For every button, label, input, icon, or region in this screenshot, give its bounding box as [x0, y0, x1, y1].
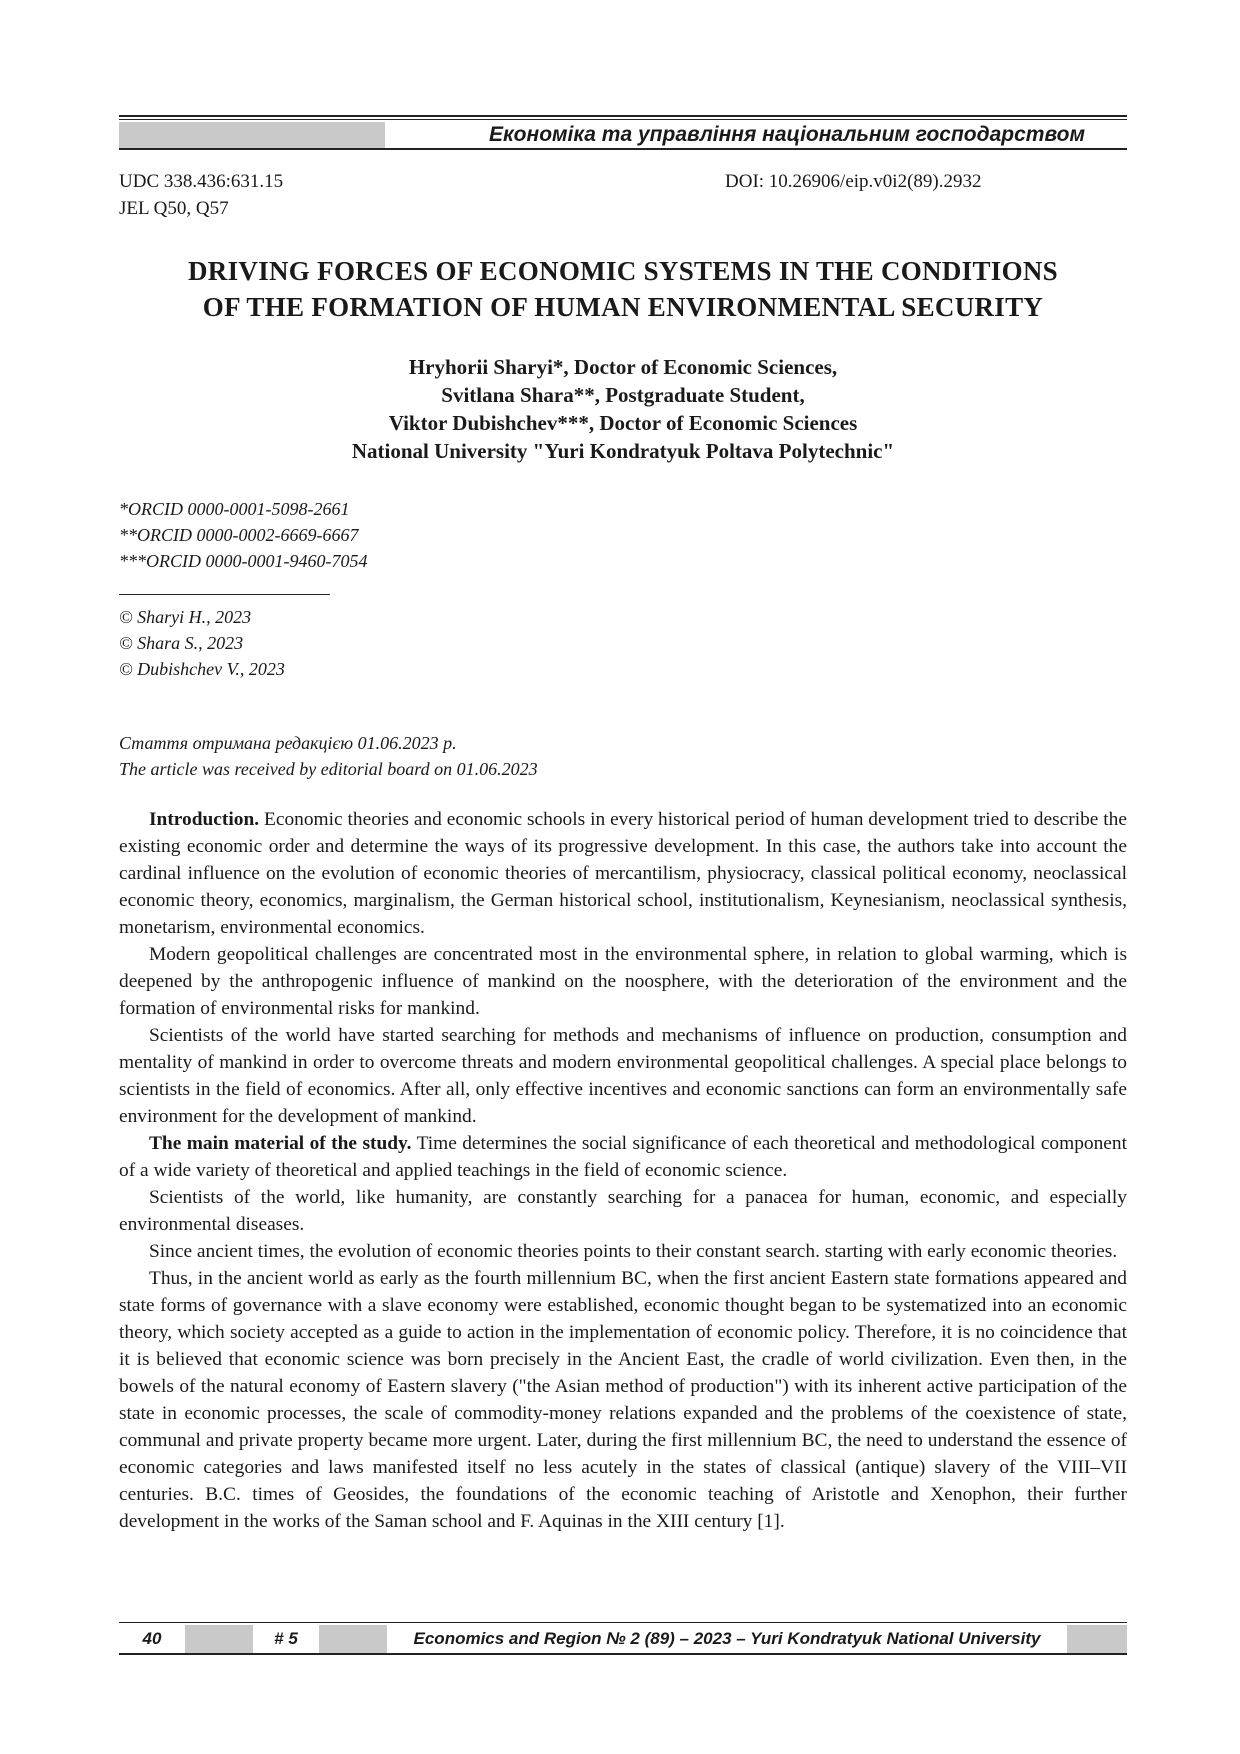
paragraph: Modern geopolitical challenges are concentrated most in the environmental sphere, in relation to global warming, which is deepened by the anthropogenic influence of mankind on the noosphere, with the deterioration of the environment and the formation of environmental risks for mankind. [119, 944, 1127, 1019]
copyright-item: © Dubishchev V., 2023 [119, 659, 285, 679]
jel-code: JEL Q50, Q57 [119, 198, 229, 219]
journal-footer-title: Economics and Region № 2 (89) – 2023 – Yuri Kondratyuk National University [413, 1629, 1041, 1648]
classification-codes [119, 168, 283, 222]
paragraph [119, 806, 1127, 941]
copyright-list [119, 604, 285, 682]
issue-number: # 5 [274, 1629, 298, 1648]
header-rule-bottom [119, 148, 1127, 150]
footer-rule-bottom [119, 1653, 1127, 1655]
received-note [119, 730, 538, 782]
paragraph: Since ancient times, the evolution of economic theories points to their constant search. starting with early economic theories. [149, 1241, 1118, 1262]
orcid-item: **ORCID 0000-0002-6669-6667 [119, 525, 359, 545]
paragraph-text: Time determines the social significance of each theoretical and methodological component of a wide variety of theoretical and applied teachings in the field of economic science. [119, 1133, 1127, 1181]
copyright-item: © Shara S., 2023 [119, 633, 244, 653]
paragraph-text: Economic theories and economic schools in every historical period of human development tried to describe the existing economic order and determine the ways of its progressive development. In this case, the authors take into account the cardinal influence on the evolution of economic theories of mercantilism, physiocracy, classical political economy, neoclassical economic theory, economics, marginalism, the German historical school, institutionalism, Keynesianism, neoclassical synthesis, monetarism, environmental economics. [119, 809, 1127, 938]
journal-section-title: Економіка та управління національним господарством [489, 123, 1085, 146]
author-block [119, 353, 1127, 465]
header-gray-block [119, 122, 385, 148]
title-line-1: DRIVING FORCES OF ECONOMIC SYSTEMS IN THE CONDITIONS [188, 256, 1058, 286]
separator-rule [119, 594, 330, 595]
received-en: The article was received by editorial board on 01.06.2023 [119, 759, 538, 779]
author-1: Hryhorii Sharyi*, Doctor of Economic Sciences, [408, 355, 838, 379]
orcid-item: *ORCID 0000-0001-5098-2661 [119, 499, 350, 519]
paragraph [119, 1130, 1127, 1184]
received-ua: Стаття отримана редакцією 01.06.2023 р. [119, 733, 457, 753]
orcid-list [119, 496, 367, 574]
article-title [119, 253, 1127, 325]
orcid-item: ***ORCID 0000-0001-9460-7054 [119, 551, 368, 571]
paragraph: Scientists of the world, like humanity, are constantly searching for a panacea for human, economic, and especially environmental diseases. [119, 1187, 1127, 1235]
footer-rule-top [119, 1622, 1127, 1623]
section-heading-introduction: Introduction. [149, 809, 260, 830]
footer-gray-block [319, 1625, 387, 1653]
affiliation: National University "Yuri Kondratyuk Poltava Polytechnic" [351, 439, 895, 463]
udc-code: UDC 338.436:631.15 [119, 171, 284, 192]
paragraph: Thus, in the ancient world as early as the fourth millennium BC, when the first ancient Eastern state formations appeared and state forms of governance with a slave economy were established, economic thought began to be systematized into an economic theory, which society accepted as a guide to action in the implementation of economic policy. Therefore, it is no coincidence that it is believed that economic science was born precisely in the Ancient East, the cradle of world civilization. Even then, in the bowels of the natural economy of Eastern slavery ("the Asian method of production") with its inherent active participation of the state in economic processes, the scale of commodity-money relations expanded and the problems of the coexistence of state, communal and private property became more urgent. Later, during the first millennium BC, the need to understand the essence of economic categories and laws manifested itself no less acutely in the states of classical (antique) slavery of the VIII–VII centuries. B.C. times of Geosides, the foundations of the economic teaching of Aristotle and Xenophon, their further development in the works of the Saman school and F. Aquinas in the XIII century [1]. [119, 1268, 1127, 1532]
section-heading-main-material: The main material of the study. [149, 1133, 412, 1154]
footer-gray-block [1067, 1625, 1127, 1653]
doi: DOI: 10.26906/eip.v0i2(89).2932 [725, 171, 982, 192]
author-2: Svitlana Shara**, Postgraduate Student, [441, 383, 805, 407]
running-header [119, 122, 1127, 148]
header-rule-top [119, 115, 1127, 117]
page-number: 40 [142, 1629, 162, 1648]
header-rule-thin [119, 119, 1127, 120]
footer-gray-block [185, 1625, 253, 1653]
running-footer [119, 1625, 1127, 1653]
paragraph: Scientists of the world have started searching for methods and mechanisms of influence on production, consumption and mentality of mankind in order to overcome threats and modern environmental geopolitical challenges. A special place belongs to scientists in the field of economics. After all, only effective incentives and economic sanctions can form an environmentally safe environment for the development of mankind. [119, 1025, 1127, 1127]
article-body [119, 806, 1127, 1535]
author-3: Viktor Dubishchev***, Doctor of Economic Sciences [388, 411, 858, 435]
title-line-2: OF THE FORMATION OF HUMAN ENVIRONMENTAL SECURITY [202, 292, 1044, 322]
copyright-item: © Sharyi H., 2023 [119, 607, 252, 627]
